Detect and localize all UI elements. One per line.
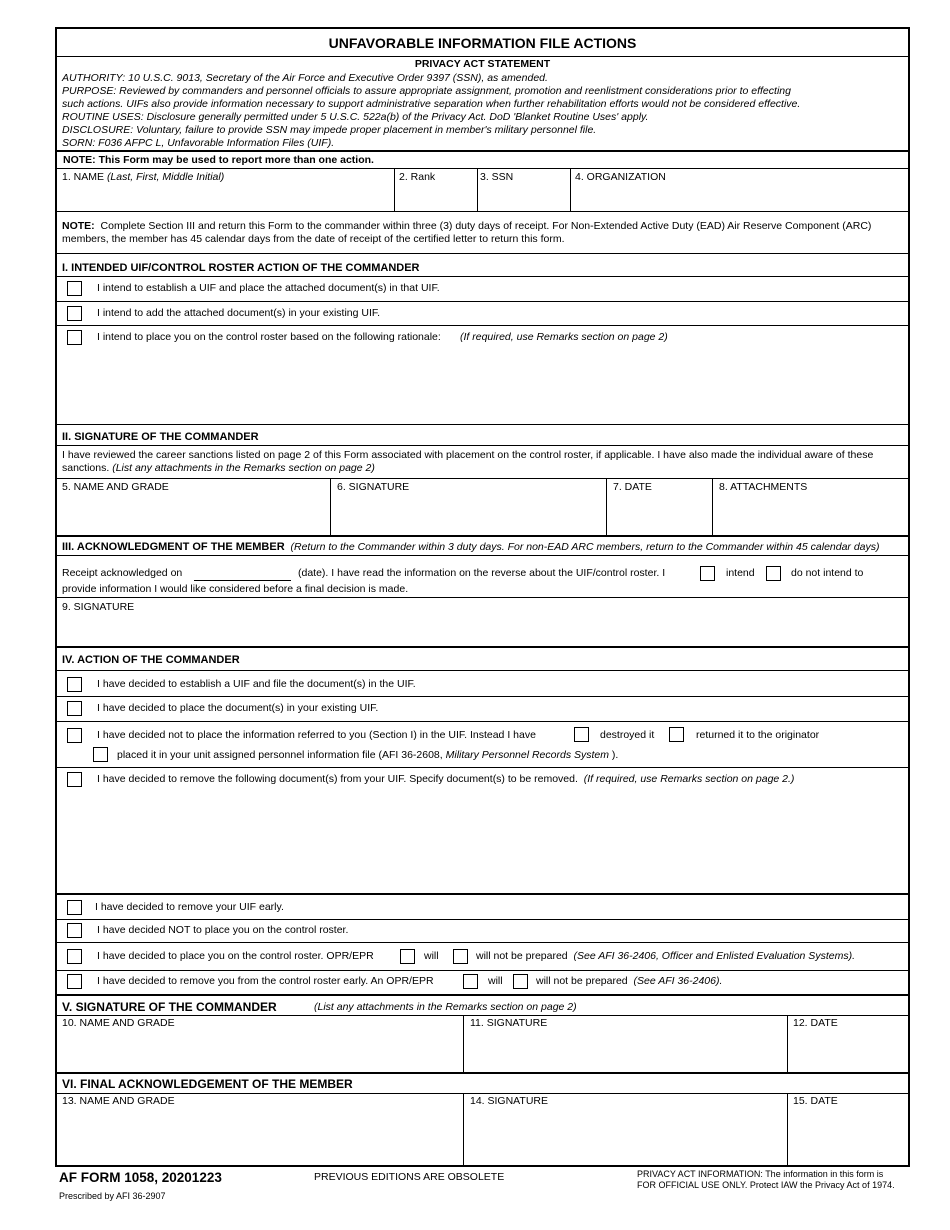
placed-pif-checkbox[interactable]: [93, 747, 108, 762]
divider: [57, 211, 908, 212]
section-3-heading-row: [62, 541, 880, 554]
divider: [57, 325, 908, 326]
remove-opr-epr-will-checkbox[interactable]: [463, 974, 478, 989]
section-2-statement: I have reviewed the career sanctions listed on page 2 of this Form associated with placement on the control roster, if applicable. I have also made the individual aware of these: [62, 449, 874, 461]
decided-not-place-checkbox[interactable]: [67, 728, 82, 743]
final-commander-date-field[interactable]: [787, 1015, 910, 1072]
privacy-routine-uses: ROUTINE USES: Disclosure generally permitted under 5 U.S.C. 522a(b) of the Privacy Act. DoD 'Blanket Routine Uses' apply.: [62, 111, 649, 123]
divider: [57, 721, 908, 722]
placed-pif-end: ).: [609, 749, 619, 761]
intend-label: intend: [726, 567, 755, 579]
final-commander-signature-field[interactable]: [463, 1015, 787, 1072]
divider: [57, 893, 908, 895]
section-5-hint: (List any attachments in the Remarks section on page 2): [314, 1001, 577, 1013]
name-label: 1. NAME: [62, 171, 107, 183]
placed-pif-label: [117, 749, 618, 762]
divider: [57, 696, 908, 697]
intend-control-roster-hint: (If required, use Remarks section on page 2): [460, 331, 668, 343]
note-return-line2: members, the member has 45 calendar days from the date of receipt of the certified letter to return this form.: [62, 233, 565, 245]
divider: [57, 1072, 908, 1074]
prescribed-by: Prescribed by AFI 36-2907: [59, 1191, 166, 1201]
remove-documents-hint: (If required, use Remarks section on page 2.): [583, 773, 795, 785]
section-5-heading: V. SIGNATURE OF THE COMMANDER: [62, 1000, 277, 1014]
divider: [57, 276, 908, 277]
decided-remove-documents-checkbox[interactable]: [67, 772, 82, 787]
decided-existing-uif-label: I have decided to place the document(s) in your existing UIF.: [97, 702, 379, 714]
final-member-name-label: 13. NAME AND GRADE: [62, 1095, 175, 1107]
section-3-hint: (Return to the Commander within 3 duty days. For non-EAD ARC members, return to the Commander within 45 calendar days): [290, 541, 880, 553]
divider: [57, 767, 908, 768]
privacy-heading: PRIVACY ACT STATEMENT: [414, 58, 551, 70]
placed-pif-reference: Military Personnel Records System: [445, 749, 609, 761]
section-2-statement-cont: [62, 462, 375, 475]
afi-reference-hint: (See AFI 36-2406, Officer and Enlisted Evaluation Systems).: [573, 950, 855, 962]
remove-control-roster-label: I have decided to remove you from the control roster early. An OPR/EPR: [97, 975, 434, 987]
intend-checkbox[interactable]: [700, 566, 715, 581]
note-multiple-actions: NOTE: This Form may be used to report more than one action.: [63, 154, 374, 166]
intend-establish-uif-checkbox[interactable]: [67, 281, 82, 296]
rank-field[interactable]: [394, 168, 477, 211]
privacy-disclosure: DISCLOSURE: Voluntary, failure to provide SSN may impede proper placement in member's military personnel file.: [62, 124, 597, 136]
opr-epr-will-not-checkbox[interactable]: [453, 949, 468, 964]
attachments-hint: (List any attachments in the Remarks section on page 2): [112, 462, 375, 474]
section-1-heading: I. INTENDED UIF/CONTROL ROSTER ACTION OF THE COMMANDER: [62, 262, 420, 274]
member-name-field[interactable]: [57, 168, 394, 211]
decided-establish-uif-checkbox[interactable]: [67, 677, 82, 692]
receipt-label: Receipt acknowledged on: [62, 567, 183, 579]
place-control-roster-label: I have decided to place you on the control roster. OPR/EPR: [97, 950, 374, 962]
note-return-text: Complete Section III and return this Form to the commander within three (3) duty days of receipt. For Non-Extended Active Duty (EAD) Air Reserve Component (ARC): [100, 220, 872, 232]
opr-epr-will-not-label: [476, 950, 855, 963]
remove-documents-text: I have decided to remove the following document(s) from your UIF. Specify document(s) to be removed.: [97, 773, 578, 785]
divider: [57, 424, 908, 425]
divider: [57, 919, 908, 920]
privacy-authority: AUTHORITY: 10 U.S.C. 9013, Secretary of the Air Force and Executive Order 9397 (SSN), as amended.: [62, 72, 548, 84]
form-number: AF FORM 1058, 20201223: [59, 1170, 222, 1185]
name-hint: (Last, First, Middle Initial): [106, 171, 225, 183]
opr-epr-will-label: will: [424, 950, 439, 962]
not-control-roster-label: I have decided NOT to place you on the control roster.: [97, 924, 349, 936]
privacy-purpose-cont: such actions. UIFs also provide information necessary to support administrative separation when further rehabilitation efforts would not be considered effective.: [62, 98, 801, 110]
privacy-info-line2: FOR OFFICIAL USE ONLY. Protect IAW the Privacy Act of 1974.: [637, 1180, 895, 1190]
uif-form: [55, 27, 910, 1167]
remove-opr-epr-will-not-label: [536, 975, 722, 988]
form-title: UNFAVORABLE INFORMATION FILE ACTIONS: [328, 35, 637, 51]
will-not-text: will not be prepared: [476, 950, 568, 962]
divider: [57, 670, 908, 671]
section-4-heading: IV. ACTION OF THE COMMANDER: [62, 654, 240, 666]
intend-add-documents-label: I intend to add the attached document(s) in your existing UIF.: [97, 307, 381, 319]
final-member-signature-field[interactable]: [463, 1093, 787, 1167]
divider: [57, 253, 908, 254]
attachments-label: 8. ATTACHMENTS: [719, 481, 808, 493]
decided-existing-uif-checkbox[interactable]: [67, 701, 82, 716]
returned-originator-label: returned it to the originator: [696, 729, 820, 741]
receipt-date-input[interactable]: [194, 580, 291, 581]
returned-originator-checkbox[interactable]: [669, 727, 684, 742]
divider: [57, 994, 908, 996]
final-commander-date-label: 12. DATE: [793, 1017, 838, 1029]
rank-label: 2. Rank: [399, 171, 436, 183]
remove-uif-early-checkbox[interactable]: [67, 900, 82, 915]
divider: [57, 942, 908, 943]
section-3-heading: III. ACKNOWLEDGMENT OF THE MEMBER: [62, 541, 285, 553]
attachments-field[interactable]: [712, 478, 910, 535]
commander-name-grade-label: 5. NAME AND GRADE: [62, 481, 169, 493]
placed-pif-text: placed it in your unit assigned personnel information file (AFI 36-2608,: [117, 749, 446, 761]
final-commander-name-label: 10. NAME AND GRADE: [62, 1017, 175, 1029]
opr-epr-will-checkbox[interactable]: [400, 949, 415, 964]
decided-not-place-label: I have decided not to place the information referred to you (Section I) in the UIF. Instead I have: [97, 729, 536, 741]
ssn-label: 3. SSN: [480, 171, 514, 183]
organization-label: 4. ORGANIZATION: [575, 171, 666, 183]
remove-afi-hint: (See AFI 36-2406).: [633, 975, 723, 987]
final-member-name-field[interactable]: [57, 1093, 463, 1167]
intend-control-roster-checkbox[interactable]: [67, 330, 82, 345]
final-member-signature-label: 14. SIGNATURE: [470, 1095, 548, 1107]
remove-opr-epr-will-label: will: [488, 975, 503, 987]
sanctions-text: sanctions.: [62, 462, 113, 474]
commander-signature-field[interactable]: [330, 478, 606, 535]
receipt-statement-cont: provide information I would like considered before a final decision is made.: [62, 583, 409, 595]
decided-establish-uif-label: I have decided to establish a UIF and file the document(s) in the UIF.: [97, 678, 416, 690]
final-commander-name-field[interactable]: [57, 1015, 463, 1072]
final-member-date-label: 15. DATE: [793, 1095, 838, 1107]
divider: [57, 646, 908, 648]
final-commander-signature-label: 11. SIGNATURE: [470, 1017, 548, 1029]
previous-editions-notice: PREVIOUS EDITIONS ARE OBSOLETE: [314, 1171, 505, 1183]
divider: [57, 445, 908, 446]
commander-date-label: 7. DATE: [613, 481, 652, 493]
receipt-statement: (date). I have read the information on the reverse about the UIF/control roster. I: [298, 567, 666, 579]
member-signature-label: 9. SIGNATURE: [62, 601, 135, 613]
remove-will-not-text: will not be prepared: [536, 975, 628, 987]
commander-name-grade-field[interactable]: [57, 478, 330, 535]
commander-date-field[interactable]: [606, 478, 712, 535]
privacy-sorn: SORN: F036 AFPC L, Unfavorable Information Files (UIF).: [62, 137, 335, 149]
organization-field[interactable]: [570, 168, 910, 211]
ssn-field[interactable]: [477, 168, 570, 211]
section-6-heading: VI. FINAL ACKNOWLEDGEMENT OF THE MEMBER: [62, 1077, 353, 1091]
decided-remove-documents-label: [97, 773, 794, 786]
divider: [57, 970, 908, 971]
privacy-purpose: PURPOSE: Reviewed by commanders and personnel officials to assure appropriate assignment, promotion and reenlistment considerations prior to effecting: [62, 85, 791, 97]
member-signature-field[interactable]: [57, 597, 910, 646]
destroyed-it-checkbox[interactable]: [574, 727, 589, 742]
place-control-roster-checkbox[interactable]: [67, 949, 82, 964]
section-2-heading: II. SIGNATURE OF THE COMMANDER: [62, 431, 259, 443]
destroyed-it-label: destroyed it: [600, 729, 655, 741]
remove-control-roster-checkbox[interactable]: [67, 974, 82, 989]
not-control-roster-checkbox[interactable]: [67, 923, 82, 938]
intend-control-roster-label: I intend to place you on the control roster based on the following rationale:: [97, 331, 441, 343]
commander-signature-label: 6. SIGNATURE: [337, 481, 410, 493]
privacy-info-line1: PRIVACY ACT INFORMATION: The information in this form is: [637, 1169, 884, 1179]
final-member-date-field[interactable]: [787, 1093, 910, 1167]
divider: [57, 56, 908, 57]
do-not-intend-label: do not intend to: [791, 567, 864, 579]
intend-add-documents-checkbox[interactable]: [67, 306, 82, 321]
do-not-intend-checkbox[interactable]: [766, 566, 781, 581]
intend-establish-uif-label: I intend to establish a UIF and place the attached document(s) in that UIF.: [97, 282, 440, 294]
rationale-text-area[interactable]: [57, 347, 910, 424]
divider: [57, 535, 908, 537]
remove-opr-epr-will-not-checkbox[interactable]: [513, 974, 528, 989]
divider: [57, 150, 908, 152]
note-return-line1: [62, 220, 871, 233]
divider: [57, 555, 908, 556]
divider: [57, 301, 908, 302]
documents-to-remove-text-area[interactable]: [57, 789, 910, 893]
note-label: NOTE:: [62, 220, 95, 232]
remove-uif-early-label: I have decided to remove your UIF early.: [95, 901, 284, 913]
